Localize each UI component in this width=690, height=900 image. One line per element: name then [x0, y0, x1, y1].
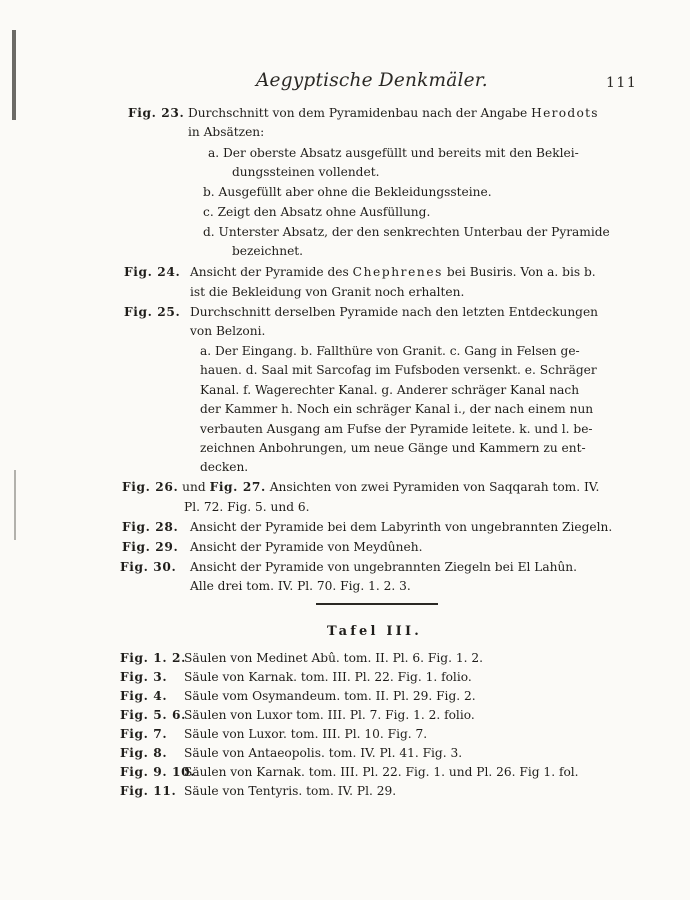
fig-26-27-text-2: Pl. 72. Fig. 5. und 6.	[184, 500, 310, 514]
fig-24-line-1a: Ansicht der Pyramide des	[190, 265, 349, 279]
plate-3-fig-label: Fig. 8.	[120, 746, 168, 760]
section-divider	[316, 603, 438, 605]
fig-25-text-5: Kanal. f. Wagerechter Kanal. g. Anderer schräger Kanal nach	[200, 383, 580, 397]
plate-3-fig-label: Fig. 9. 10.	[120, 765, 196, 779]
fig-24-label: Fig. 24.	[124, 265, 181, 279]
plate-3-fig-label: Fig. 11.	[120, 784, 177, 798]
fig-23-item-d-1: d. Unterster Absatz, der den senkrechten Unterbau der Pyramide	[203, 225, 610, 239]
fig-26-line-1: Ansichten von zwei Pyramiden von Saqqarah tom. IV.	[269, 480, 600, 494]
plate-3-fig-text: Säule von Karnak. tom. III. Pl. 22. Fig. 1. folio.	[184, 670, 472, 684]
plate-3-fig-text: Säulen von Medinet Abû. tom. II. Pl. 6. Fig. 1. 2.	[184, 651, 483, 665]
plate-3-fig-label: Fig. 1. 2.	[120, 651, 186, 665]
fig-30-text-2: Alle drei tom. IV. Pl. 70. Fig. 1. 2. 3.	[190, 579, 411, 593]
fig-29-text: Ansicht der Pyramide von Meydûneh.	[190, 540, 423, 554]
fig-30-label: Fig. 30.	[120, 560, 177, 574]
fig-25-text-9: decken.	[200, 460, 249, 474]
fig-23-text-2: in Absätzen:	[188, 125, 265, 139]
fig-25-text-4: hauen. d. Saal mit Sarcofag im Fufsboden versenkt. e. Schräger	[200, 363, 597, 377]
fig-25-text-3: a. Der Eingang. b. Fallthüre von Granit. c. Gang in Felsen ge-	[200, 344, 580, 358]
fig-26-27-text-1	[122, 477, 599, 497]
fig-25-text-6: der Kammer h. Noch ein schräger Kanal i., der nach einem nun	[200, 402, 594, 416]
fig-25-text-1: Durchschnitt derselben Pyramide nach den letzten Entdeckungen	[190, 305, 599, 319]
plate-3-fig-text: Säule vom Osymandeum. tom. II. Pl. 29. Fig. 2.	[184, 689, 476, 703]
fig-23-item-d-2: bezeichnet.	[232, 244, 304, 258]
fig-23-author: Herodots	[531, 106, 599, 120]
fig-25-text-7: verbauten Ausgang am Fufse der Pyramide leitete. k. und l. be-	[200, 422, 593, 436]
fig-26-und: und	[182, 480, 206, 494]
plate-3-fig-label: Fig. 4.	[120, 689, 168, 703]
fig-25-text-8: zeichnen Anbohrungen, um neue Gänge und Kammern zu ent-	[200, 441, 586, 455]
fig-23-label: Fig. 23.	[128, 106, 185, 120]
fig-24-line-1b: bei Busiris. Von a. bis b.	[446, 265, 596, 279]
fig-23-text-1	[188, 103, 599, 123]
fig-23-line-1: Durchschnitt von dem Pyramidenbau nach der Angabe	[188, 106, 528, 120]
plate-3-fig-label: Fig. 7.	[120, 727, 168, 741]
plate-3-fig-text: Säulen von Luxor tom. III. Pl. 7. Fig. 1. 2. folio.	[184, 708, 475, 722]
plate-3-fig-text: Säule von Luxor. tom. III. Pl. 10. Fig. 7.	[184, 727, 428, 741]
plate-3-fig-label: Fig. 3.	[120, 670, 168, 684]
fig-24-name: Chephrenes	[352, 265, 444, 279]
fig-30-text-1: Ansicht der Pyramide von ungebrannten Ziegeln bei El Lahûn.	[190, 560, 578, 574]
fig-24-text-1	[190, 262, 596, 282]
plate-3-fig-text: Säule von Antaeopolis. tom. IV. Pl. 41. Fig. 3.	[184, 746, 463, 760]
plate-3-fig-label: Fig. 5. 6.	[120, 708, 186, 722]
section-title: Tafel III.	[327, 624, 422, 639]
scan-edge-shadow-lower	[14, 470, 16, 540]
plate-3-fig-text: Säule von Tentyris. tom. IV. Pl. 29.	[184, 784, 397, 798]
fig-23-item-a-1: a. Der oberste Absatz ausgefüllt und bereits mit den Beklei-	[208, 146, 579, 160]
fig-28-text: Ansicht der Pyramide bei dem Labyrinth von ungebrannten Ziegeln.	[190, 520, 613, 534]
fig-23-item-a-2: dungssteinen vollendet.	[232, 165, 380, 179]
fig-28-label: Fig. 28.	[122, 520, 179, 534]
fig-25-label: Fig. 25.	[124, 305, 181, 319]
page-number: 111	[606, 75, 638, 91]
fig-26-label: Fig. 26.	[122, 480, 179, 494]
fig-27-label: Fig. 27.	[209, 480, 266, 494]
fig-29-label: Fig. 29.	[122, 540, 179, 554]
fig-23-item-c: c. Zeigt den Absatz ohne Ausfüllung.	[203, 205, 431, 219]
scan-edge-shadow	[12, 30, 16, 120]
running-header: Aegyptische Denkmäler.	[256, 70, 488, 91]
fig-23-item-b: b. Ausgefüllt aber ohne die Bekleidungssteine.	[203, 185, 492, 199]
fig-25-text-2: von Belzoni.	[190, 324, 266, 338]
fig-24-text-2: ist die Bekleidung von Granit noch erhalten.	[190, 285, 465, 299]
plate-3-fig-text: Säulen von Karnak. tom. III. Pl. 22. Fig. 1. und Pl. 26. Fig 1. fol.	[184, 765, 579, 779]
